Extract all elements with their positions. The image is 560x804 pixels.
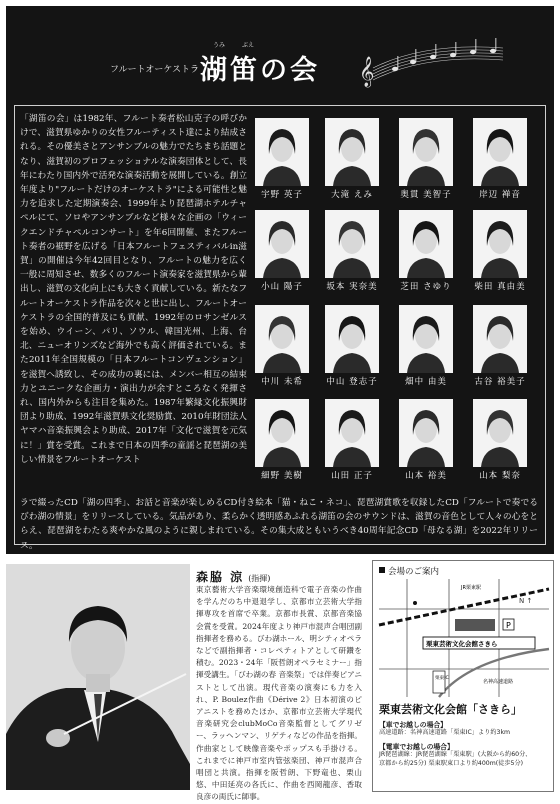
title-ruby-umi: うみ	[213, 42, 226, 49]
member-photo	[473, 305, 527, 373]
member-name: 畑中 由美	[405, 377, 447, 387]
member-card	[470, 305, 530, 387]
svg-text:N ↑: N ↑	[519, 597, 533, 605]
parking-label: P	[506, 621, 511, 630]
car-access-text: 高速道路：名神高速道路「栗東IC」より約3km	[379, 729, 511, 736]
member-name: 宇野 英子	[261, 190, 303, 200]
member-name: 細野 美樹	[261, 471, 303, 481]
member-card	[252, 210, 312, 292]
map-ic-label: 栗東IC	[435, 676, 449, 681]
member-photo	[399, 399, 453, 467]
member-card	[252, 305, 312, 387]
member-card	[322, 305, 382, 387]
member-name: 芝田 さゆり	[400, 282, 452, 292]
member-card	[322, 118, 382, 200]
access-heading	[379, 565, 439, 577]
access-heading-text: 会場のご案内	[388, 567, 440, 577]
member-card	[396, 305, 456, 387]
member-name: 奥貫 美智子	[400, 190, 452, 200]
venue-name: 栗東芸術文化会館「さきら」	[379, 703, 522, 716]
music-notes-icon	[355, 34, 505, 87]
member-photo	[399, 210, 453, 278]
venue-map	[379, 579, 549, 697]
map-road-label: 名神高速道路	[483, 679, 514, 685]
member-photo	[255, 305, 309, 373]
orchestra-title: 湖笛の会	[200, 55, 320, 86]
member-card	[470, 118, 530, 200]
member-card	[252, 118, 312, 200]
member-photo	[399, 118, 453, 186]
member-name: 山本 裕美	[405, 471, 447, 481]
member-card	[396, 118, 456, 200]
member-card	[396, 210, 456, 292]
member-photo	[325, 305, 379, 373]
member-photo	[325, 210, 379, 278]
conductor-name-text: 森脇 涼	[196, 570, 245, 584]
orchestra-subtitle: フルートオーケストラ	[110, 65, 200, 75]
member-card	[252, 399, 312, 481]
member-card	[470, 210, 530, 292]
car-access-heading: 【車でお越しの場合】	[379, 721, 447, 729]
member-photo	[473, 399, 527, 467]
conductor-role: (指揮)	[248, 574, 271, 583]
member-photo	[473, 118, 527, 186]
intro-text-continued: ラで綴ったCD「湖の四季」、お話と音楽が楽しめるCD付き絵本「猫・ねこ・ネコ」、琵琶湖賞歌を収録したCD「フルートで奏でるびわ湖の情景」をリリースしている。気品があり、柔らかく透明感あふれる湖笛の会のサウンドは、滋賀の音色として人々の心をとらえ、琵琶湖をわたる爽やかな風のように親しまれている。その集大成ともいうべき40周年記念CD「母なる湖」を2022年リリース。	[20, 498, 538, 551]
member-name: 岸辺 禅音	[479, 190, 521, 200]
map-station-label: JR栗東駅	[461, 585, 481, 591]
train-access-line-1: JR琵琶湖線：JR琵琶湖線「栗東駅」(大阪から約60分、	[379, 751, 532, 758]
member-card	[322, 399, 382, 481]
member-photo	[255, 210, 309, 278]
member-card	[396, 399, 456, 481]
member-name: 柴田 真由美	[474, 282, 526, 292]
member-photo	[399, 305, 453, 373]
conductor-bio: 東京藝術大学音楽環境創造科で電子音楽の作曲を学んだのち中退退学し、京都市立芸術大学指揮専攻を首席で卒業。京都市長賞、京都音楽協会賞を受賞。2024年度より神戸市混声合唱団副指揮者を務める。びわ湖ホール、明シティオペラなどで副指揮者・コレペティトアとして研鑽を積む。2023・24年「阪哲朗オペラセミナー」指揮受講生。「びわ湖の春 音楽祭」では伴奏ピアニストとして出演。現代音楽の演奏にも力を入れ、P. Boulez作曲《Dérive 2》日本初演のピアニストを務めたほか、京都市立芸術大学現代音楽研究会clubMoCo音楽監督としてグリゼー、ラッヘンマン、リゲティなどの作品を指揮。作曲家として映像音楽やポップスも手掛ける。これまでに神戸市室内管弦楽団、神戸市混声合唱団と共演。指揮を阪哲朗、下野竜也、栗山悠、中田延亮の各氏に、作曲を西岡龍彦、香取良彦の両氏に師事。	[196, 585, 362, 802]
member-name: 古谷 裕美子	[474, 377, 526, 387]
map-venue-label: 栗東芸術文化会館さきら	[426, 640, 498, 648]
member-name: 坂本 実奈美	[326, 282, 378, 292]
member-photo	[325, 399, 379, 467]
member-photo	[473, 210, 527, 278]
access-info	[372, 560, 554, 792]
member-card	[322, 210, 382, 292]
member-photo	[255, 399, 309, 467]
member-name: 小山 陽子	[261, 282, 303, 292]
member-name: 山本 梨奈	[479, 471, 521, 481]
member-name: 大滝 えみ	[331, 190, 373, 200]
train-access-heading: 【電車でお越しの場合】	[379, 743, 454, 751]
conductor-photo	[6, 564, 190, 790]
member-card	[470, 399, 530, 481]
member-photo	[325, 118, 379, 186]
intro-text: 「湖笛の会」は1982年、フルート奏者松山克子の呼びかけで、滋賀県ゆかりの女性フルーティスト達により結成される。その優美さとアンサンブルの魅力でたちまち話題となり、滋賀初のプロフェッショナルな演奏団体として、長年にわたり国内外で活発な演奏活動を展開している。創立年度より"フルートだけのオーケストラ"による可能性と魅力を追求した定期演奏会、1999年より琵琶湖ホテルチャペルにて、ソロやアンサンブルなど様々な企画の「ウィークエンドチャペルコンサート」を年6回開催、またフルート奏者の裾野を広げる「日本フルートフェスティバルin滋賀」の開催は今年42回目となり、フルートの魅力を広く一般に周知させ、数多くのフルート演奏家を滋賀県から輩出し、滋賀の文化向上にも大きく貢献している。新たなフルートオーケストラ作品を次々と世に出し、フルートオーケストラの全国的普及にも貢献、1992年のロサンゼルスを始め、ウイーン、パリ、ソウル、韓国光州、上海、台北、ニューオリンズなど海外でも高く評価されている。また2011年全国規模の「日本フルートコンヴェンション」を滋賀へ誘致し、その成功の裏には、メンバー相互の結束力とユニークな企画力・演出力が余すところなく発揮され、国内外からも注目を集めた。1987年繁縁文化振興財団より助成、1992年滋賀県文化奨励賞、2010年財団法人ヤマハ音楽振興会より助成、2017年「文化で滋賀を元気に！」賞を受賞。これまで日本の四季の童謡と琵琶湖の美しい情景をフルートオーケスト	[20, 114, 247, 465]
member-name: 中山 登志子	[326, 377, 378, 387]
title-ruby-bue: ぶえ	[242, 42, 255, 49]
square-bullet-icon	[379, 567, 385, 573]
member-name: 山田 正子	[331, 471, 373, 481]
train-access-line-2: 京都から約25分) 栗東駅東口より約400m(徒歩5分)	[379, 760, 524, 767]
member-photo	[255, 118, 309, 186]
conductor-name	[196, 568, 270, 585]
member-name: 中川 未希	[261, 377, 303, 387]
svg-text:𝄞: 𝄞	[359, 57, 375, 87]
